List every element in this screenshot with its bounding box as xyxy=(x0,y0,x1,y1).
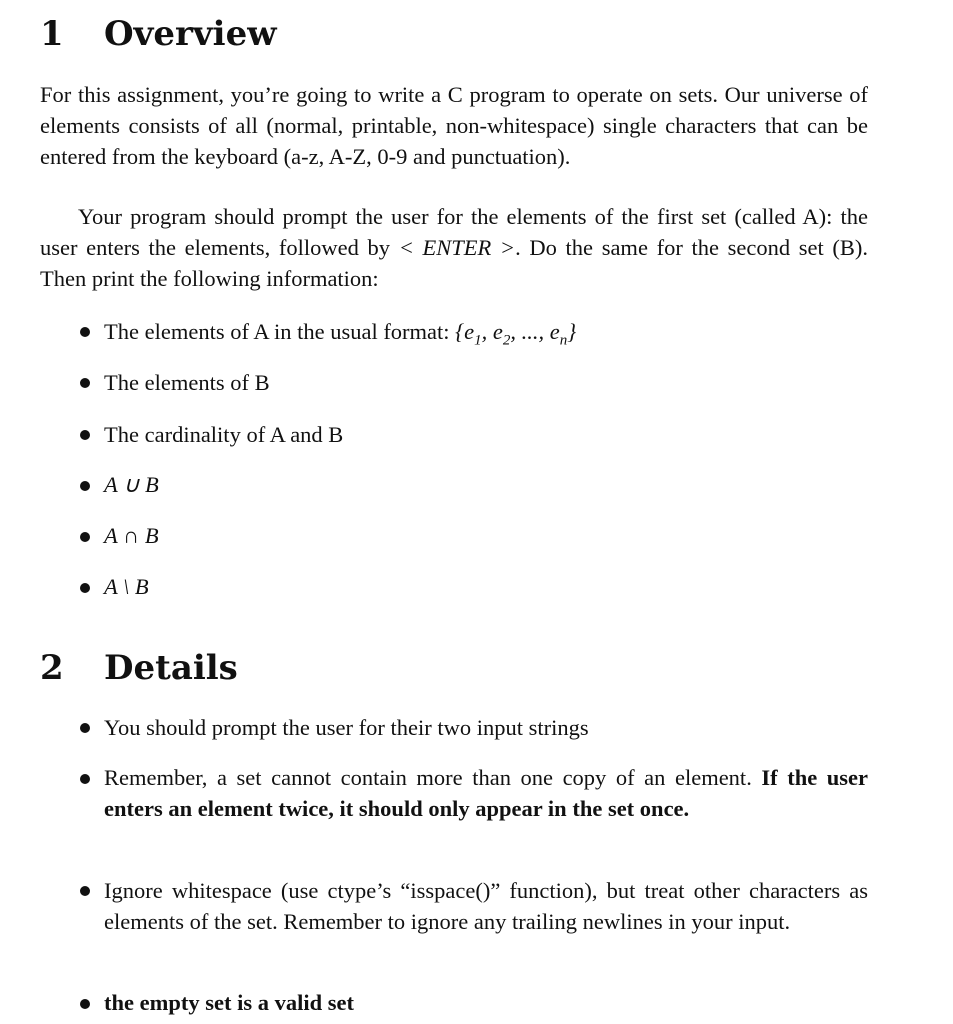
set-close: } xyxy=(567,319,577,344)
details-bullet-2 xyxy=(104,763,868,825)
overview-p2-text-b: . Do the same for the second set (B). Then print the following information: xyxy=(40,234,868,291)
section-1-number: 1 xyxy=(40,14,64,54)
bullet-dot xyxy=(80,378,90,388)
overview-bullet-2: The elements of B xyxy=(104,370,270,395)
bullet-dot xyxy=(80,430,90,440)
overview-p2-text-a: Your program should prompt the user for the elements of the first set (called A): the user enters the elements, followed by xyxy=(40,204,868,260)
details-bullet-3: Ignore whitespace (use ctype’s “isspace()” function), but treat other characters as elements of the set. Remember to ignore any trailing newlines in your input. xyxy=(104,878,868,934)
bullet-dot xyxy=(80,583,90,593)
details-bullet-1: You should prompt the user for their two input strings xyxy=(104,715,589,740)
bullet-dot xyxy=(80,327,90,337)
section-2-heading xyxy=(40,648,238,688)
overview-bullet-union: A ∪ B xyxy=(104,472,159,497)
section-1-title: Overview xyxy=(104,14,277,54)
section-2-title: Details xyxy=(104,648,238,688)
overview-bullet-difference: A \ B xyxy=(104,574,149,599)
bullet-dot xyxy=(80,532,90,542)
details-bullet-4: the empty set is a valid set xyxy=(104,990,354,1015)
bullet-dot xyxy=(80,481,90,491)
details-bullet-2-text: Remember, a set cannot contain more than one copy of an element. xyxy=(104,765,762,790)
section-1-heading xyxy=(40,14,277,54)
bullet-1-text: The elements of A in the usual format: xyxy=(104,319,456,344)
set-open: {e xyxy=(455,319,475,344)
bullet-dot xyxy=(80,999,90,1009)
subscript-n: n xyxy=(559,332,568,349)
details-bullet-2-bold: If the user enters an element twice, it should only appear in the set once. xyxy=(104,765,868,821)
overview-paragraph-2 xyxy=(40,202,868,294)
overview-bullet-3: The cardinality of A and B xyxy=(104,422,344,447)
bullet-dot xyxy=(80,723,90,733)
section-2-number: 2 xyxy=(40,648,64,688)
bullet-dot xyxy=(80,886,90,896)
overview-paragraph-1: For this assignment, you’re going to write a C program to operate on sets. Our universe of elements consists of all (normal, printable, non-whitespace) single characters that can be entered from the keyboard (a-z, A-Z, 0-9 and punctuation). xyxy=(40,82,868,169)
overview-bullet-intersection: A ∩ B xyxy=(104,523,159,548)
set-mid-1: , e xyxy=(481,319,503,344)
overview-bullet-1 xyxy=(104,317,868,348)
subscript-2: 2 xyxy=(502,332,511,349)
set-notation xyxy=(455,319,577,349)
enter-key-symbol: < ENTER > xyxy=(398,234,516,260)
bullet-dot xyxy=(80,774,90,784)
set-mid-2: , ..., e xyxy=(510,319,560,344)
subscript-1: 1 xyxy=(474,332,482,349)
